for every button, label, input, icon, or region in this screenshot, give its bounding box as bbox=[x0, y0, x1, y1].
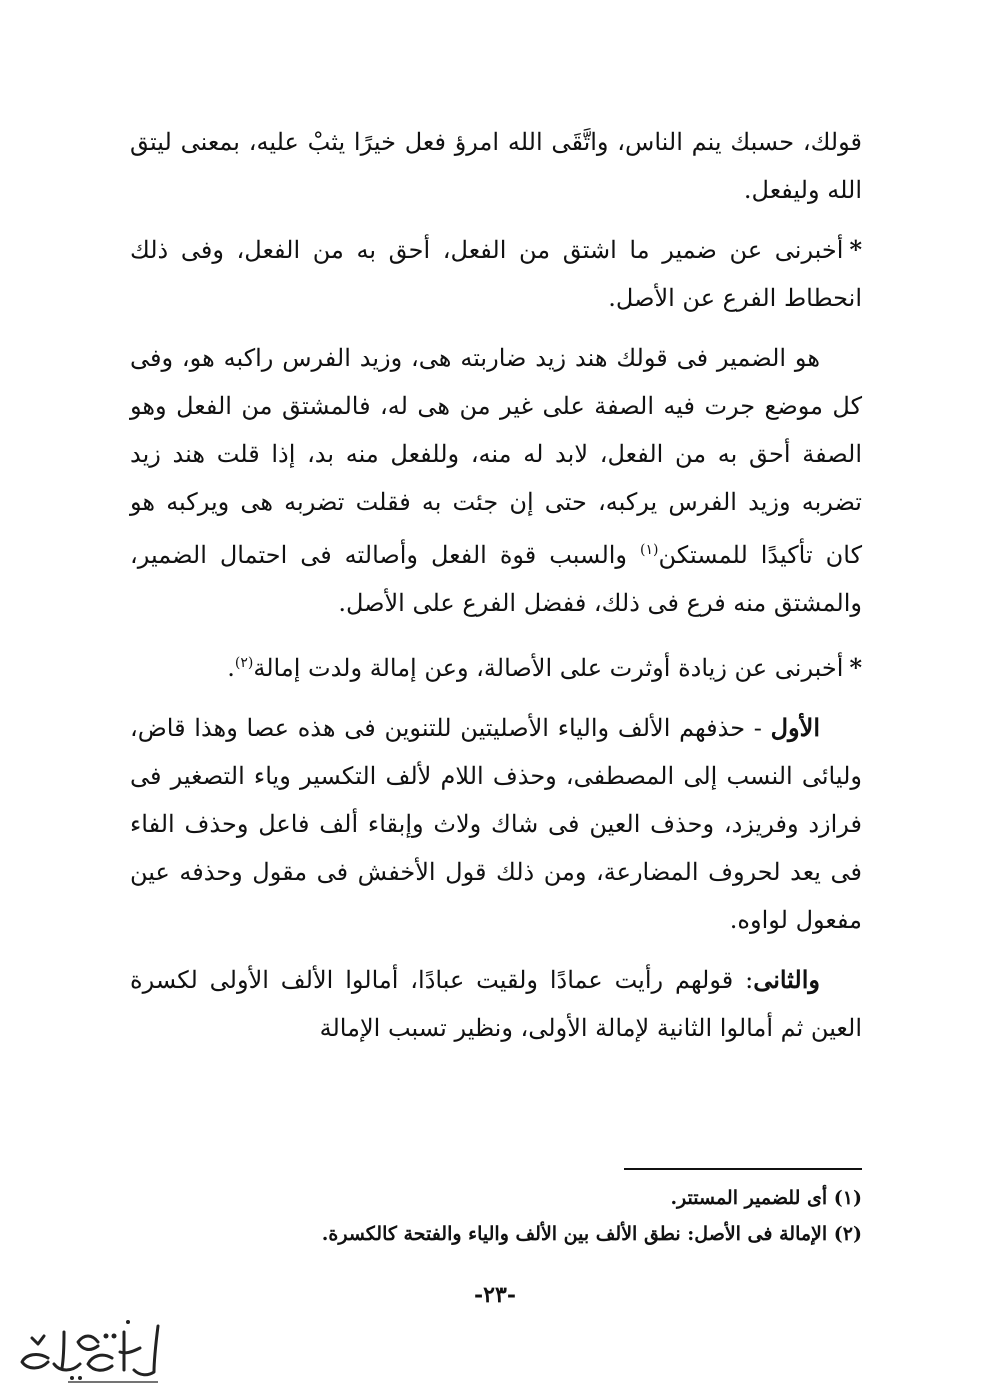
page-number: -٢٣- bbox=[474, 1282, 516, 1308]
paragraph-text-after: . bbox=[227, 654, 235, 682]
paragraph-continuation bbox=[130, 118, 862, 214]
answer-paragraph bbox=[130, 334, 862, 627]
footnotes bbox=[130, 1180, 862, 1252]
answer-lead: والثانى bbox=[753, 965, 820, 994]
footnote-ref[interactable]: (١) bbox=[640, 542, 659, 558]
footnote-marker: (٢) bbox=[833, 1223, 862, 1245]
library-seal-icon bbox=[8, 1312, 168, 1386]
paragraph-text-after: والسبب قوة الفعل وأصالته فى احتمال الضمير، والمشتق منه فرع فى ذلك، ففضل الفرع على الأصل. bbox=[130, 541, 862, 617]
question-paragraph bbox=[130, 226, 862, 322]
question-marker: * bbox=[849, 653, 862, 682]
footnote-divider bbox=[624, 1168, 862, 1170]
footnote-item bbox=[130, 1180, 862, 1216]
footnote-text: الإمالة فى الأصل: نطق الألف بين الألف والياء والفتحة كالكسرة. bbox=[321, 1223, 828, 1245]
footnote-item bbox=[130, 1216, 862, 1252]
paragraph-text: - حذفهم الألف والياء الأصليتين للتنوين فى هذه عصا وهذا قاض، وليائى النسب إلى المصطفى، وحذف اللام لألف التكسير وياء التصغير فى فرازد وفريزد، وحذف العين فى شاك ولاث وإبقاء ألف فاعل وحذف الفاء فى يعد لحروف المضارعة، ومن ذلك قول الأخفش فى مقول وحذفه عين مفعول لواوه. bbox=[130, 714, 862, 934]
question-marker: * bbox=[849, 235, 862, 264]
question-paragraph bbox=[130, 639, 862, 692]
paragraph-text: أخبرنى عن ضمير ما اشتق من الفعل، أحق به من الفعل، وفى ذلك انحطاط الفرع عن الأصل. bbox=[130, 236, 862, 312]
footnote-text: أى للضمير المستتر. bbox=[670, 1187, 828, 1209]
footnote-ref[interactable]: (٢) bbox=[234, 655, 254, 671]
paragraph-text: : قولهم رأيت عمادًا ولقيت عبادًا، أمالوا الألف الأولى لكسرة العين ثم أمالوا الثانية لإمالة الأولى، ونظير تسبب الإمالة bbox=[130, 966, 862, 1042]
answer-paragraph bbox=[130, 956, 862, 1052]
answer-paragraph bbox=[130, 704, 862, 944]
paragraph-text: قولك، حسبك ينم الناس، واتَّقَى الله امرؤ فعل خيرًا يثبْ عليه، بمعنى ليتق الله وليفعل. bbox=[130, 128, 862, 204]
footnote-marker: (١) bbox=[833, 1187, 862, 1209]
paragraph-text: هو الضمير فى قولك هند زيد ضاربته هى، وزيد الفرس راكبه هو، وفى كل موضع جرت فيه الصفة على غير من هى له، فالمشتق من الفعل وهو الصفة أحق به من الفعل، لابد له منه، وللفعل منه بد، إذا قلت هند زيد تضربه وزيد الفرس يركبه، حتى إن جئت به فقلت تضربه هى ويركبه هو كان تأكيدًا للمستكن bbox=[130, 344, 862, 569]
main-text bbox=[130, 118, 862, 1064]
answer-lead: الأول bbox=[770, 713, 820, 742]
paragraph-text: أخبرنى عن زيادة أوثرت على الأصالة، وعن إمالة ولدت إمالة bbox=[253, 654, 844, 682]
